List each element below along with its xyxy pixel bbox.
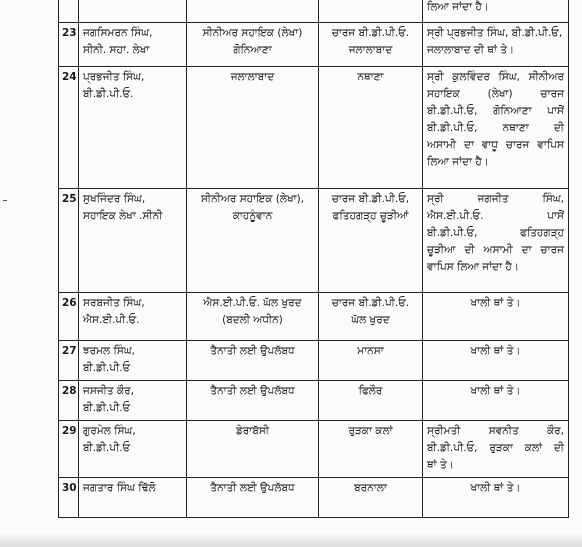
officer-name-line: ਐਸ.ਈ.ਪੀ.ਓ.	[83, 314, 140, 326]
officer-name-line: ਝਰਮਲ ਸਿੰਘ,	[83, 345, 135, 357]
remarks-line: ਐਸ.ਈ.ਪੀ.ਓ. ਪਾਸੋਂ	[427, 210, 564, 222]
officer-name-line: ਜਸਜੀਤ ਕੌਰ,	[83, 385, 134, 397]
officer-name-line: ਜਗਸਿਮਰਨ ਸਿੰਘ,	[83, 27, 153, 39]
table-body	[59, 0, 569, 518]
table-row	[59, 0, 569, 23]
serial-number: 27	[62, 345, 77, 357]
remarks-line: ਵਾਪਿਸ ਲਿਆ ਜਾਂਦਾ ਹੈ।	[427, 261, 519, 273]
to-station-line: ਮਾਨਸਾ	[357, 345, 384, 357]
remarks-cell	[423, 341, 569, 381]
from-station-line: ਤੈਨਾਤੀ ਲਈ ਉਪਲੱਬਧ	[210, 385, 295, 397]
officer-name-cell	[79, 23, 187, 67]
from-station-line: ਜਲਾਲਾਬਾਦ	[230, 71, 275, 83]
from-station-line: ਡੇਰਾਬੱਸੀ	[235, 425, 270, 437]
remarks-line: ਖਾਲੀ ਥਾਂ ਤੇ।	[470, 482, 521, 494]
serial-number-cell	[59, 421, 79, 478]
remarks-cell	[423, 189, 569, 293]
transfer-order-table	[58, 0, 569, 518]
officer-name-line: ਸਰਬਜੀਤ ਸਿੰਘ,	[83, 297, 145, 309]
remarks-cell	[423, 478, 569, 518]
serial-number-cell	[59, 67, 79, 189]
table-row	[59, 293, 569, 341]
officer-name-line: ਬੀ.ਡੀ.ਪੀ.ਓ	[83, 402, 131, 414]
serial-number: 25	[62, 193, 77, 205]
remarks-line: ਜਲਾਲਾਬਾਦ ਦੀ ਥਾਂ ਤੇ।	[427, 44, 515, 56]
remarks-line: ਖਾਲੀ ਥਾਂ ਤੇ।	[470, 297, 521, 309]
from-station-line: ਸੀਨੀਅਰ ਸਹਾਇਕ (ਲੇਖਾ)	[202, 27, 303, 39]
officer-name-line: ਪ੍ਰਭਜੀਤ ਸਿੰਘ,	[83, 71, 145, 83]
serial-number-cell	[59, 23, 79, 67]
from-station-cell	[187, 189, 319, 293]
to-station-cell	[319, 0, 423, 23]
remarks-line: ਖਾਲੀ ਥਾਂ ਤੇ।	[470, 385, 521, 397]
table-row	[59, 341, 569, 381]
officer-name-line: ਬੀ.ਡੀ.ਪੀ.ਓ.	[83, 88, 134, 100]
remarks-line: ਸ੍ਰੀ ਪ੍ਰਭਜੀਤ ਸਿੰਘ, ਬੀ.ਡੀ.ਪੀ.ਓ,	[427, 27, 563, 39]
from-station-cell	[187, 341, 319, 381]
table-row	[59, 189, 569, 293]
remarks-line: ਲਿਆ ਜਾਂਦਾ ਹੈ।	[427, 156, 489, 168]
remarks-line: ਲਿਆ ਜਾਂਦਾ ਹੈ।	[427, 1, 489, 13]
to-station-line: ਜਲਾਲਾਬਾਦ	[348, 44, 393, 56]
from-station-line: ਤੈਨਾਤੀ ਲਈ ਉਪਲੱਬਧ	[210, 345, 295, 357]
to-station-line: ਚਾਰਜ ਬੀ.ਡੀ.ਪੀ.ਓ,	[331, 193, 410, 205]
remarks-line: ਬੀ.ਡੀ.ਪੀ.ਓ, ਨਥਾਣਾ ਦੀ	[427, 122, 564, 134]
serial-number-cell	[59, 0, 79, 23]
from-station-cell	[187, 0, 319, 23]
from-station-cell	[187, 421, 319, 478]
from-station-cell	[187, 293, 319, 341]
remarks-cell	[423, 0, 569, 23]
to-station-cell	[319, 421, 423, 478]
from-station-line: ਗੋਨਿਆਣਾ	[233, 44, 272, 56]
to-station-line: ਚਾਰਜ ਬੀ.ਡੀ.ਪੀ.ਓ.	[331, 27, 410, 39]
table-row	[59, 23, 569, 67]
officer-name-cell	[79, 421, 187, 478]
remarks-line: ਸ੍ਰੀ ਜਗਜੀਤ ਸਿੰਘ,	[427, 193, 564, 205]
officer-name-cell	[79, 67, 187, 189]
officer-name-line: ਜਗਤਾਰ ਸਿੰਘ ਢਿੱਲੋ	[83, 482, 156, 494]
officer-name-line: ਸੁਖਜਿੰਦਰ ਸਿੰਘ,	[83, 193, 146, 205]
officer-name-line: ਗੁਰਮੇਲ ਸਿੰਘ,	[83, 425, 136, 437]
to-station-line: ਨਥਾਣਾ	[357, 71, 384, 83]
from-station-line: ਸੀਨੀਅਰ ਸਹਾਇਕ (ਲੇਖਾ),	[200, 193, 305, 205]
serial-number: 29	[62, 425, 77, 437]
from-station-cell	[187, 23, 319, 67]
to-station-line: ਚਾਰਜ ਬੀ.ਡੀ.ਪੀ.ਓ.	[331, 297, 410, 309]
from-station-cell	[187, 381, 319, 421]
officer-name-line: ਬੀ.ਡੀ.ਪੀ.ਓ	[83, 442, 131, 454]
remarks-line: ਅਸਾਮੀ ਦਾ ਵਾਧੂ ਚਾਰਜ ਵਾਪਿਸ	[427, 139, 564, 151]
serial-number-cell	[59, 381, 79, 421]
remarks-cell	[423, 293, 569, 341]
to-station-line: ਫਤਿਹਗੜ੍ਹ ਚੂੜੀਆਂ	[332, 210, 409, 222]
from-station-cell	[187, 67, 319, 189]
remarks-line: ਬੀ.ਡੀ.ਪੀ.ਓ, ਗੋਨਿਆਣਾ ਪਾਸੋਂ	[427, 105, 564, 117]
from-station-line: ਐਸ.ਈ.ਪੀ.ਓ. ਘੱਲ ਖੁਰਦ	[203, 297, 302, 309]
table-row	[59, 478, 569, 518]
serial-number: 28	[62, 385, 77, 397]
remarks-cell	[423, 381, 569, 421]
officer-name-cell	[79, 0, 187, 23]
table-row	[59, 421, 569, 478]
remarks-line: ਥਾਂ ਤੇ।	[427, 459, 454, 471]
serial-number-cell	[59, 478, 79, 518]
table-row	[59, 381, 569, 421]
to-station-cell	[319, 23, 423, 67]
serial-number: 26	[62, 297, 77, 309]
officer-name-line: ਸੀਨੀ. ਸਹਾ. ਲੇਖਾ	[83, 44, 150, 56]
from-station-cell	[187, 478, 319, 518]
officer-name-cell	[79, 478, 187, 518]
to-station-line: ਫਿਲੌਰ	[358, 385, 383, 397]
remarks-line: ਸ੍ਰੀ ਕੁਲਵਿੰਦਰ ਸਿੰਘ, ਸੀਨੀਅਰ	[427, 71, 564, 83]
remarks-line: ਬੀ.ਡੀ.ਪੀ.ਓ, ਰੁੜਕਾ ਕਲਾਂ ਦੀ	[427, 442, 564, 454]
serial-number: 24	[62, 71, 77, 83]
table-row	[59, 67, 569, 189]
from-station-line: ਤੈਨਾਤੀ ਲਈ ਉਪਲੱਬਧ	[210, 482, 295, 494]
officer-name-line: ਸਹਾਇਕ ਲੇਖਾ .ਸੀਨੀ	[83, 210, 163, 222]
from-station-line: (ਬਦਲੀ ਅਧੀਨ)	[222, 314, 283, 326]
remarks-cell	[423, 67, 569, 189]
remarks-line: ਚੂੜੀਆ ਦੀ ਅਸਾਮੀ ਦਾ ਚਾਰਜ	[427, 244, 564, 256]
serial-number-cell	[59, 189, 79, 293]
to-station-cell	[319, 381, 423, 421]
margin-mark	[3, 200, 7, 201]
officer-name-cell	[79, 189, 187, 293]
to-station-cell	[319, 189, 423, 293]
to-station-cell	[319, 67, 423, 189]
to-station-line: ਘੱਲ ਖੁਰਦ	[351, 314, 390, 326]
remarks-line: ਬੀ.ਡੀ.ਪੀ.ਓ, ਫਤਿਹਗੜ੍ਹ	[427, 227, 564, 239]
to-station-cell	[319, 293, 423, 341]
remarks-cell	[423, 23, 569, 67]
officer-name-cell	[79, 341, 187, 381]
officer-name-cell	[79, 293, 187, 341]
remarks-cell	[423, 421, 569, 478]
officer-name-line: ਬੀ.ਡੀ.ਪੀ.ਓ	[83, 362, 131, 374]
to-station-line: ਰੁੜਕਾ ਕਲਾਂ	[348, 425, 393, 437]
from-station-line: ਕਾਹਨੂੰਵਾਨ	[232, 210, 273, 222]
remarks-line: ਸਹਾਇਕ (ਲੇਖਾ) ਚਾਰਜ	[427, 88, 564, 100]
to-station-cell	[319, 341, 423, 381]
remarks-line: ਸ੍ਰੀਮਤੀ ਸਵਨੀਤ ਕੌਰ,	[427, 425, 564, 437]
officer-name-cell	[79, 381, 187, 421]
remarks-line: ਖਾਲੀ ਥਾਂ ਤੇ।	[470, 345, 521, 357]
serial-number: 23	[62, 27, 77, 39]
serial-number-cell	[59, 293, 79, 341]
to-station-line: ਬਰਨਾਲਾ	[354, 482, 387, 494]
page-bottom-edge	[0, 533, 582, 547]
to-station-cell	[319, 478, 423, 518]
serial-number: 30	[62, 482, 77, 494]
serial-number-cell	[59, 341, 79, 381]
